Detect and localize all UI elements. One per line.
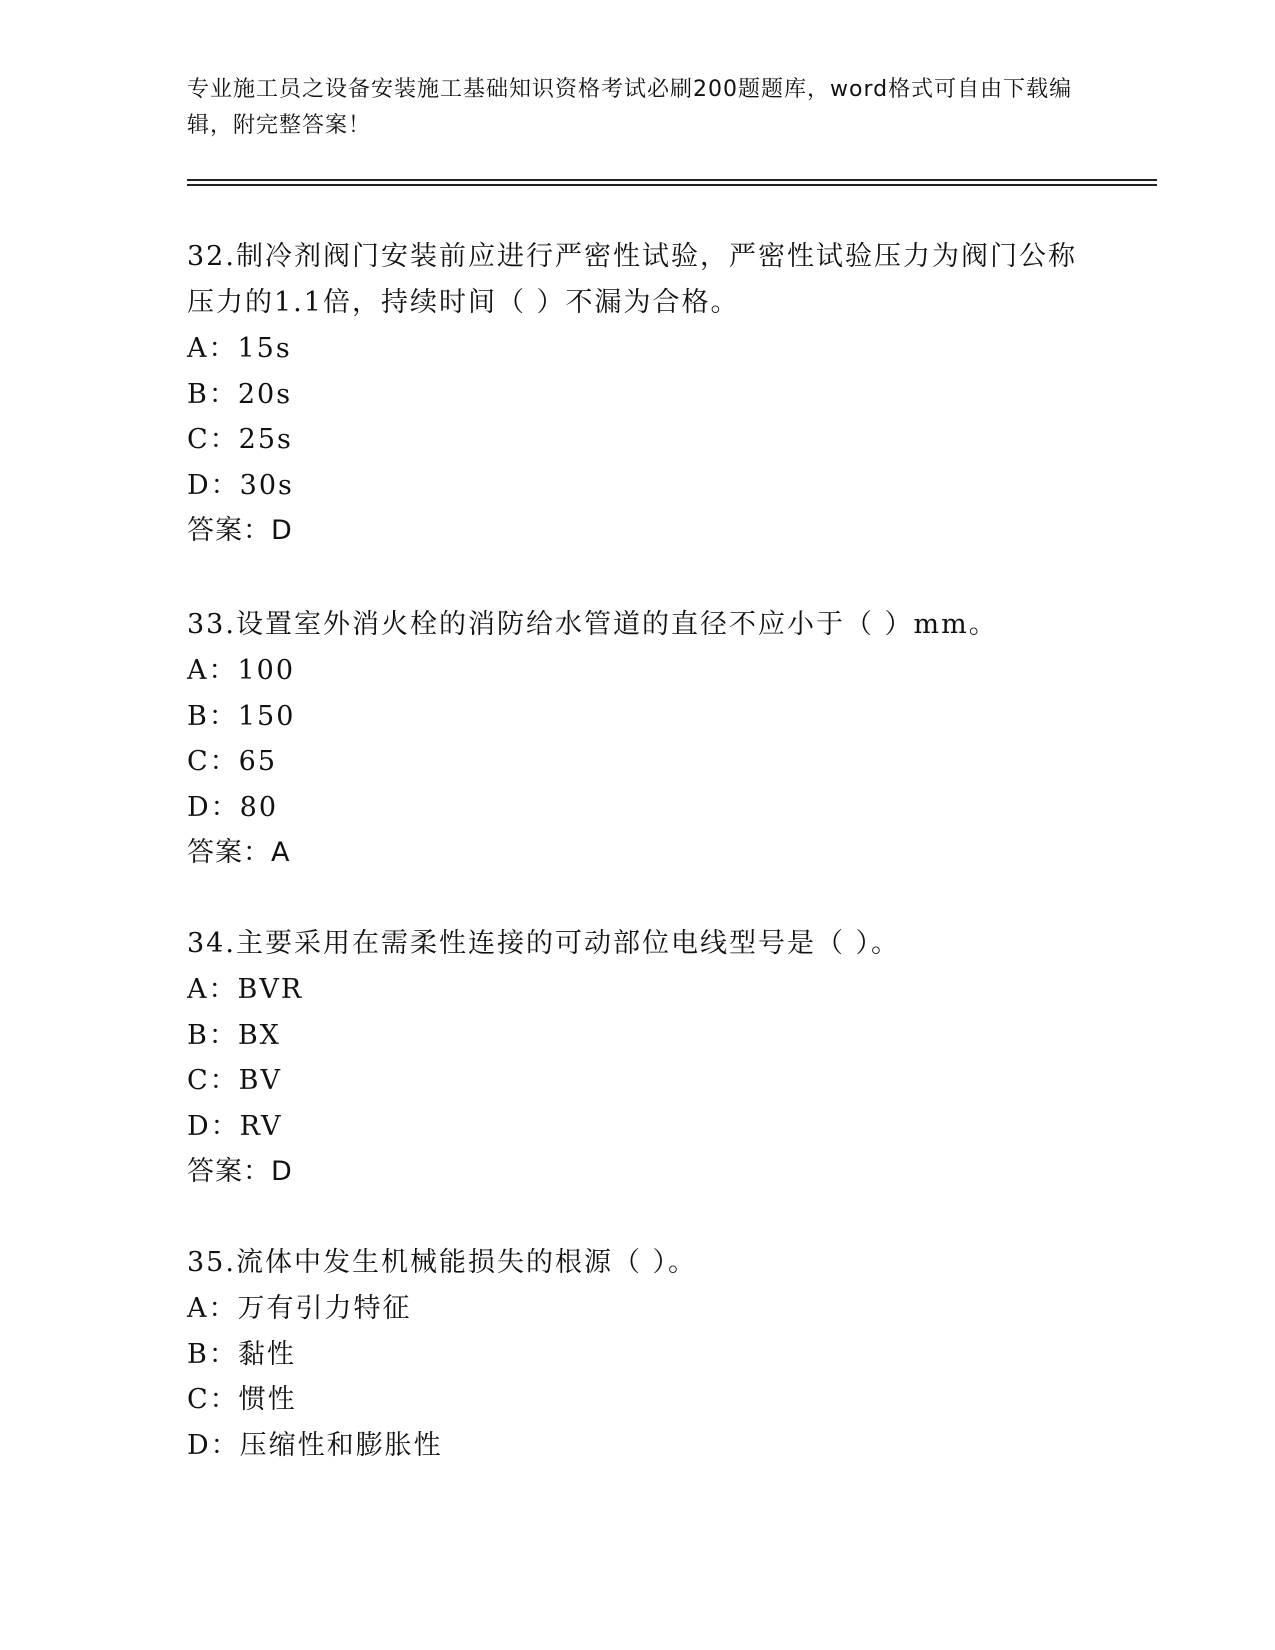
header-rule-bottom [187,184,1157,186]
question-stem: 34.主要采用在需柔性连接的可动部位电线型号是（ ）。 [187,928,901,959]
option-c: C：惯性 [187,1384,297,1415]
question-34 [187,921,1087,1195]
option-c: C：BV [187,1065,282,1096]
option-c: C：65 [187,746,278,777]
question-33 [187,602,1087,876]
option-b: B：20s [187,378,293,410]
option-c: C：25s [187,424,293,455]
question-stem: 33.设置室外消火栓的消防给水管道的直径不应小于（ ）mm。 [187,609,998,640]
option-a: A：万有引力特征 [187,1293,412,1324]
option-b: B：BX [187,1019,281,1051]
option-d: D：80 [187,791,279,823]
option-d: D：压缩性和膨胀性 [187,1429,443,1461]
question-32 [187,234,1087,554]
option-a: A：15s [187,333,292,364]
option-b: B：150 [187,700,296,732]
option-a: A：BVR [187,974,304,1005]
question-stem: 32.制冷剂阀门安装前应进行严密性试验，严密性试验压力为阀门公称压力的1.1倍，持续时间（ ）不漏为合格。 [187,241,1077,318]
option-b: B：黏性 [187,1338,296,1370]
answer: 答案：A [187,837,291,868]
document-header: 专业施工员之设备安装施工基础知识资格考试必刷200题题库，word格式可自由下载编辑，附完整答案！ [187,77,1073,138]
option-d: D：RV [187,1110,283,1142]
answer: 答案：D [187,1156,293,1187]
option-d: D：30s [187,469,294,501]
header-rule-top [187,179,1157,181]
question-35 [187,1240,1087,1468]
option-a: A：100 [187,655,296,686]
question-stem: 35.流体中发生机械能损失的根源（ ）。 [187,1247,698,1278]
answer: 答案：D [187,515,293,546]
